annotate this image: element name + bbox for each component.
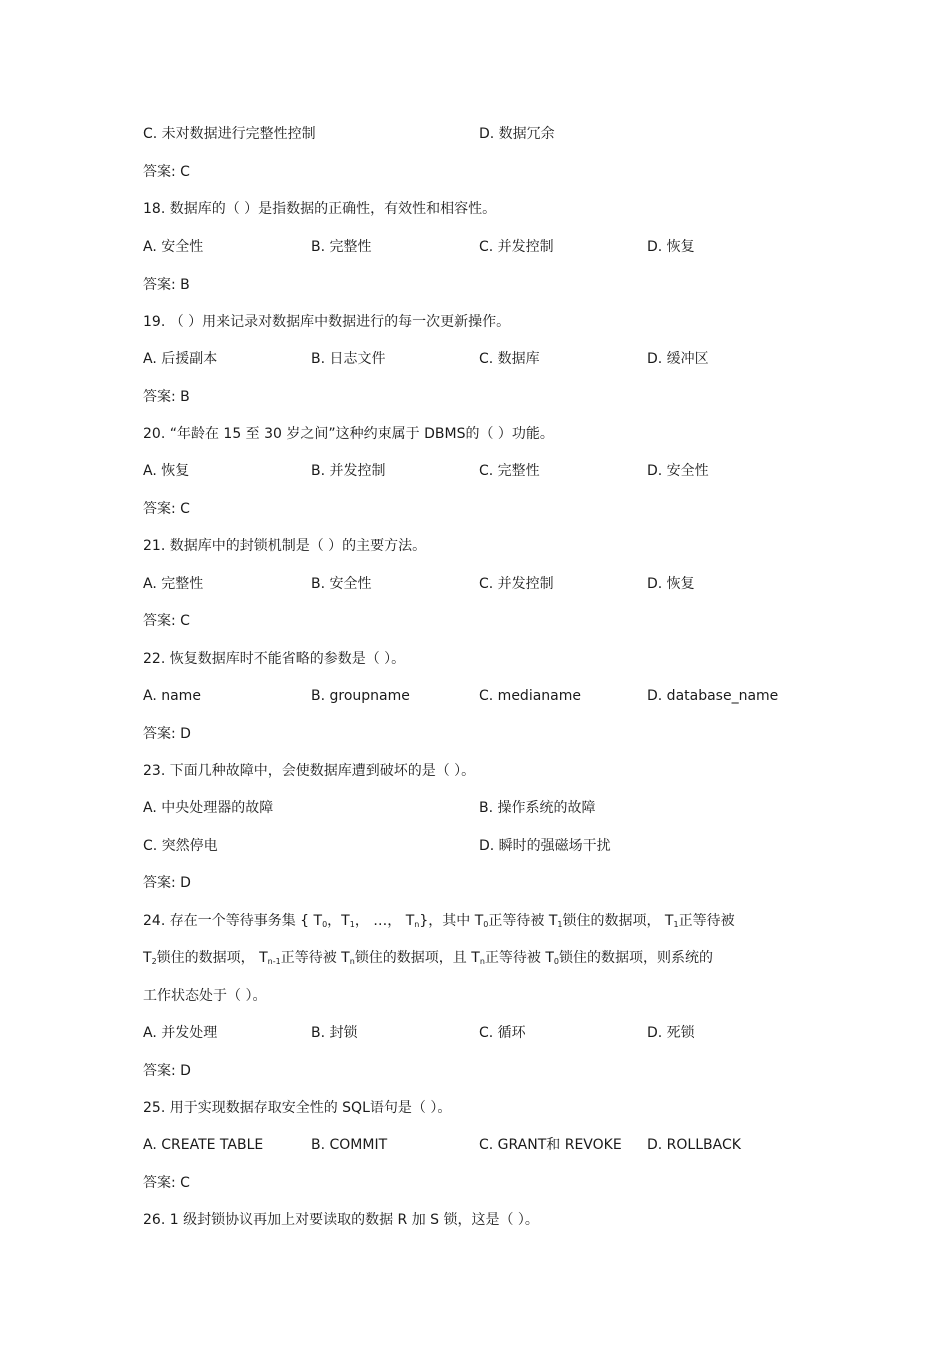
question-19-option-c: C. 数据库 xyxy=(479,351,540,367)
question-22-option-a: A. name xyxy=(143,688,201,704)
question-24-stem-line-1: 24. 存在一个等待事务集 { $T_0$，$T_1$， …， $T_n$}，其中 $T_0$正等待被 $T_1$锁住的数据项， $T_1$正等待被 xyxy=(143,913,735,929)
question-23-stem: 23. 下面几种故障中，会使数据库遭到破坏的是（ ）。 xyxy=(143,763,476,779)
question-24-option-c: C. 循环 xyxy=(479,1025,526,1041)
question-22-answer: 答案: D xyxy=(143,726,191,742)
question-24-option-b: B. 封锁 xyxy=(311,1025,358,1041)
question-21-option-a: A. 完整性 xyxy=(143,576,204,592)
question-26-stem: 26. 1 级封锁协议再加上对要读取的数据 R 加 S 锁，这是（ ）。 xyxy=(143,1212,539,1228)
question-18-stem: 18. 数据库的（ ）是指数据的正确性，有效性和相容性。 xyxy=(143,201,497,217)
question-22-option-c: C. medianame xyxy=(479,688,581,704)
question-24-answer: 答案: D xyxy=(143,1063,191,1079)
question-24-stem-line-3: 工作状态处于（ ）。 xyxy=(143,988,267,1004)
question-19-answer: 答案: B xyxy=(143,389,190,405)
question-25-option-c: C. GRANT和 REVOKE xyxy=(479,1137,622,1153)
question-19-stem: 19. （ ）用来记录对数据库中数据进行的每一次更新操作。 xyxy=(143,314,511,330)
question-18-option-a: A. 安全性 xyxy=(143,239,204,255)
question-21-option-d: D. 恢复 xyxy=(647,576,695,592)
question-19-option-d: D. 缓冲区 xyxy=(647,351,709,367)
question-21-answer: 答案: C xyxy=(143,613,190,629)
question-20-answer: 答案: C xyxy=(143,501,190,517)
option-c: C. 未对数据进行完整性控制 xyxy=(143,126,316,142)
question-21-option-c: C. 并发控制 xyxy=(479,576,554,592)
answer-line: 答案: C xyxy=(143,164,190,180)
question-25-option-b: B. COMMIT xyxy=(311,1137,388,1153)
question-24-option-d: D. 死锁 xyxy=(647,1025,695,1041)
question-22-option-d: D. database_name xyxy=(647,688,779,704)
question-25-answer: 答案: C xyxy=(143,1175,190,1191)
question-23-option-c: C. 突然停电 xyxy=(143,838,218,854)
question-23-option-d: D. 瞬时的强磁场干扰 xyxy=(479,838,611,854)
question-22-stem: 22. 恢复数据库时不能省略的参数是（ ）。 xyxy=(143,651,406,667)
question-19-option-b: B. 日志文件 xyxy=(311,351,386,367)
question-20-option-b: B. 并发控制 xyxy=(311,463,386,479)
question-20-option-c: C. 完整性 xyxy=(479,463,540,479)
question-24-option-a: A. 并发处理 xyxy=(143,1025,218,1041)
question-22-option-b: B. groupname xyxy=(311,688,410,704)
question-20-stem: 20. “年龄在 15 至 30 岁之间”这种约束属于 DBMS的（ ）功能。 xyxy=(143,426,554,442)
question-18-option-b: B. 完整性 xyxy=(311,239,372,255)
question-20-option-a: A. 恢复 xyxy=(143,463,190,479)
question-18-answer: 答案: B xyxy=(143,277,190,293)
question-21-stem: 21. 数据库中的封锁机制是（ ）的主要方法。 xyxy=(143,538,427,554)
option-d: D. 数据冗余 xyxy=(479,126,555,142)
question-21-option-b: B. 安全性 xyxy=(311,576,372,592)
question-23-option-a: A. 中央处理器的故障 xyxy=(143,800,274,816)
question-20-option-d: D. 安全性 xyxy=(647,463,709,479)
question-25-option-a: A. CREATE TABLE xyxy=(143,1137,264,1153)
question-19-option-a: A. 后援副本 xyxy=(143,351,218,367)
question-24-stem-line-2: $T_2$锁住的数据项， $T_{n-1}$正等待被 $T_n$锁住的数据项，且 $T_n$正等待被 $T_0$锁住的数据项，则系统的 xyxy=(143,950,714,966)
question-25-stem: 25. 用于实现数据存取安全性的 SQL语句是（ ）。 xyxy=(143,1100,452,1116)
question-25-option-d: D. ROLLBACK xyxy=(647,1137,741,1153)
question-18-option-c: C. 并发控制 xyxy=(479,239,554,255)
question-23-option-b: B. 操作系统的故障 xyxy=(479,800,596,816)
question-18-option-d: D. 恢复 xyxy=(647,239,695,255)
question-23-answer: 答案: D xyxy=(143,875,191,891)
